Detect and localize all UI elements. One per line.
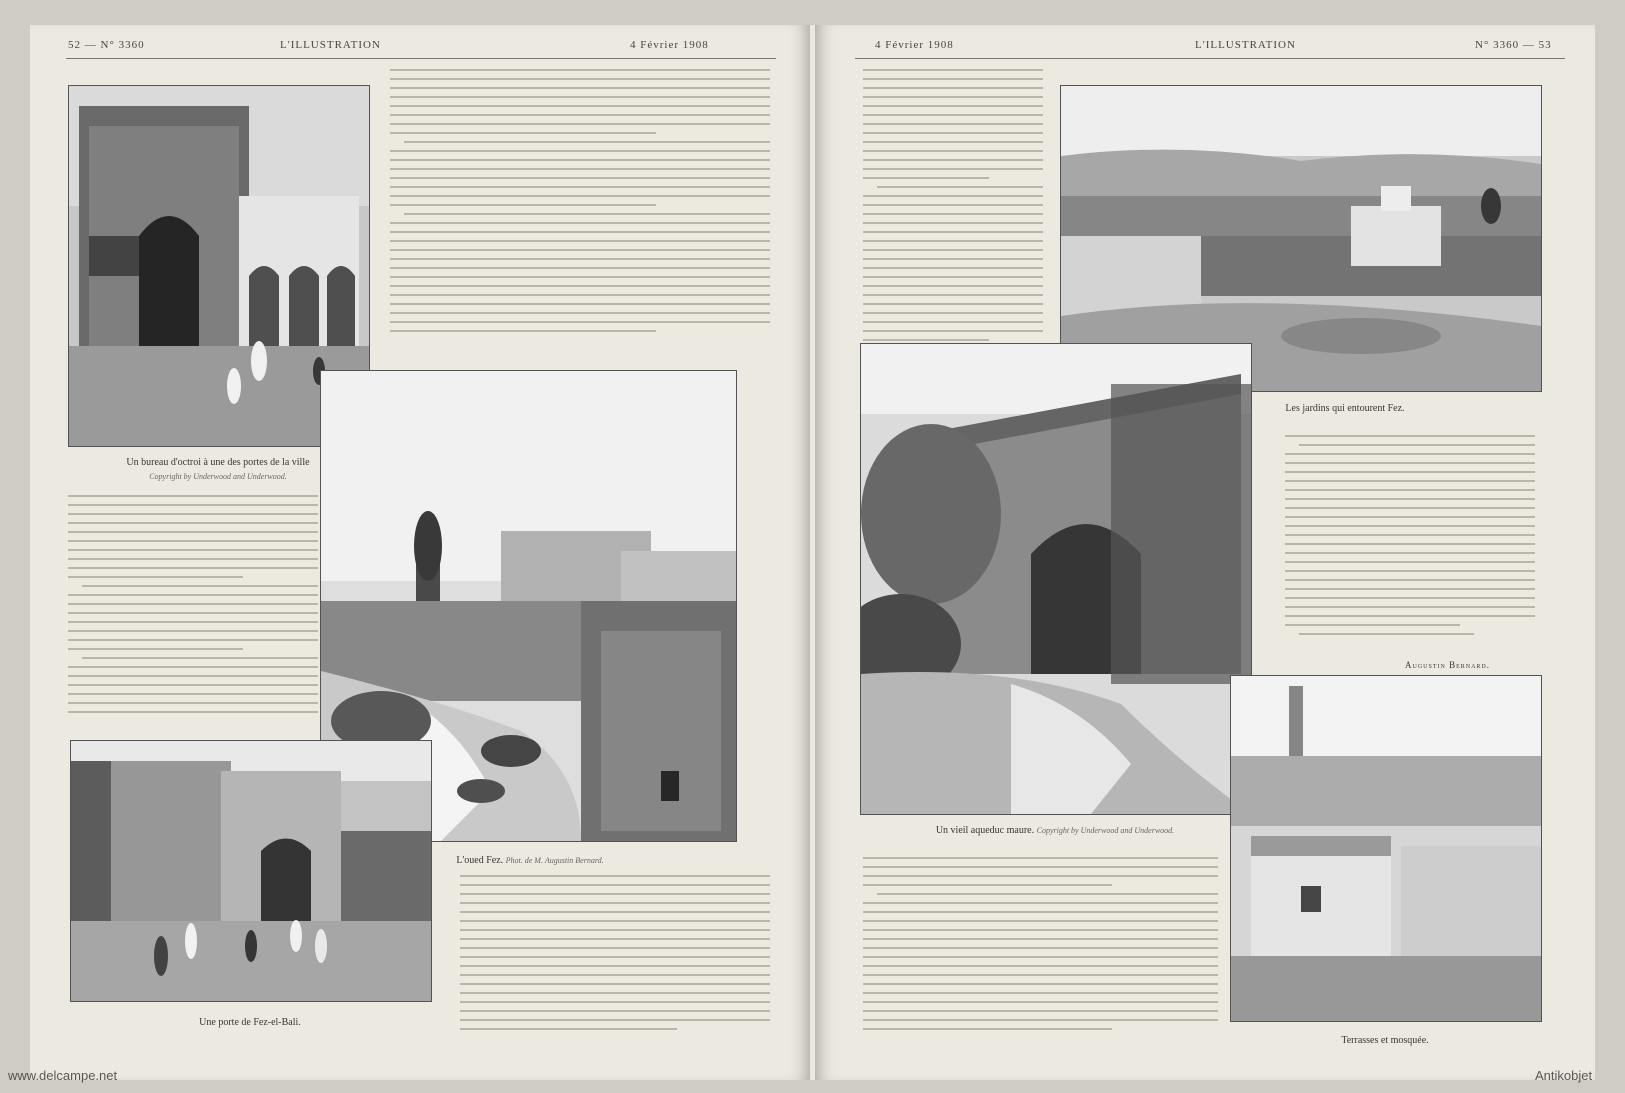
left-page bbox=[30, 25, 810, 1080]
photo-terrasses bbox=[1230, 675, 1542, 1022]
caption-aqueduc: Un vieil aqueduc maure. bbox=[935, 825, 1035, 836]
text-column-4 bbox=[863, 69, 1043, 354]
caption-porte: Une porte de Fez-el-Bali. bbox=[199, 1017, 301, 1028]
running-title-right: L'ILLUSTRATION bbox=[1195, 39, 1296, 51]
watermark-left: www.delcampe.net bbox=[8, 1068, 118, 1083]
caption-gate-credit: Copyright by Underwood and Underwood. bbox=[149, 472, 287, 481]
header-rule bbox=[855, 58, 1565, 59]
page-folio-right: N° 3360 — 53 bbox=[1475, 39, 1552, 51]
right-page bbox=[815, 25, 1595, 1080]
watermark-right: Antikobjet bbox=[1535, 1068, 1593, 1083]
magazine-spread bbox=[30, 25, 1595, 1080]
photo-aqueduc bbox=[860, 343, 1252, 815]
author-signature: Augustin Bernard. bbox=[1405, 660, 1491, 670]
page-folio-left: 52 — N° 3360 bbox=[68, 39, 145, 51]
caption-gate: Un bureau d'octroi à une des portes de la ville bbox=[126, 457, 310, 468]
header-rule bbox=[66, 58, 776, 59]
running-title-left: L'ILLUSTRATION bbox=[280, 39, 381, 51]
photo-porte-fez-el-bali bbox=[70, 740, 432, 1002]
caption-aqueduc-credit: Copyright by Underwood and Underwood. bbox=[1036, 826, 1175, 835]
text-column-3 bbox=[460, 875, 770, 1045]
caption-oued-credit: Phot. de M. Augustin Bernard. bbox=[505, 856, 604, 865]
text-column-1 bbox=[390, 69, 770, 359]
text-column-2 bbox=[68, 495, 318, 730]
text-column-5 bbox=[1285, 435, 1535, 660]
caption-oued: L'oued Fez. bbox=[456, 855, 504, 866]
caption-jardins: Les jardins qui entourent Fez. bbox=[1285, 403, 1405, 414]
date-right: 4 Février 1908 bbox=[875, 39, 954, 51]
text-column-6 bbox=[863, 857, 1218, 1047]
date-left: 4 Février 1908 bbox=[630, 39, 709, 51]
caption-terrasses: Terrasses et mosquée. bbox=[1341, 1035, 1429, 1046]
